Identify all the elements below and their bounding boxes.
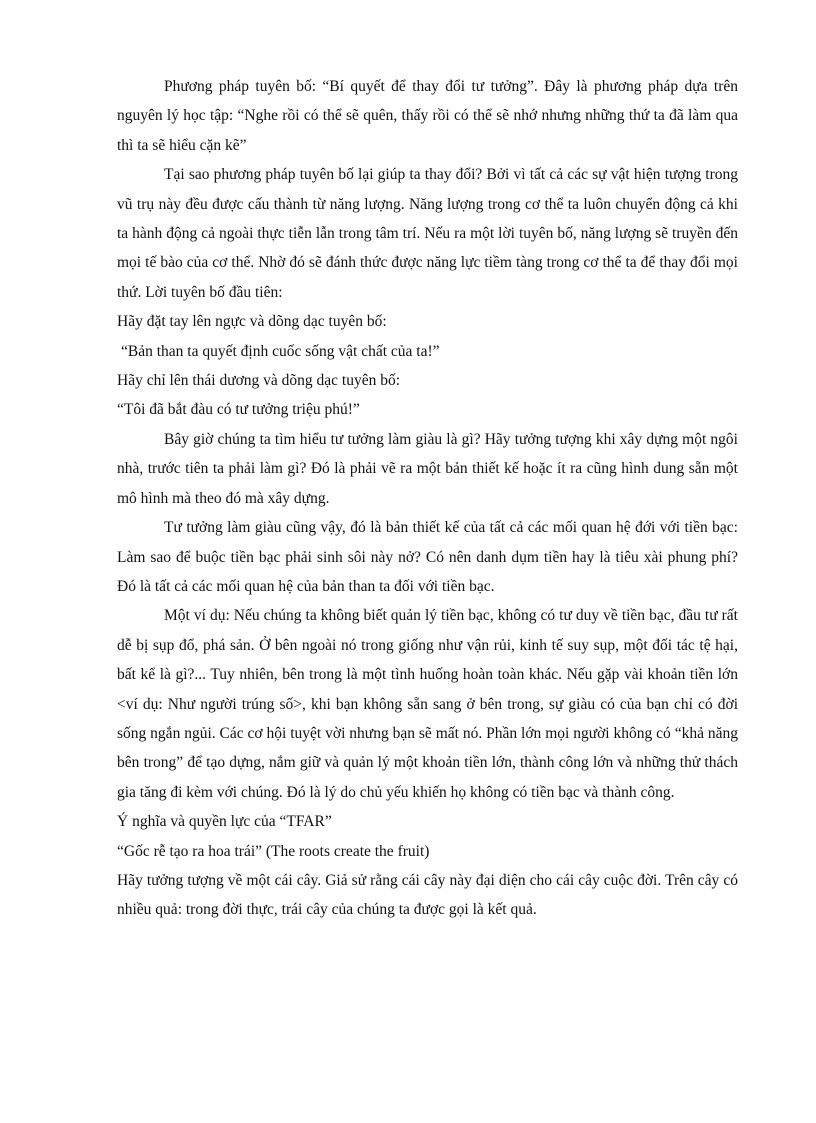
document-page	[117, 72, 738, 925]
heading-roots-create-fruit: “Gốc rễ tạo ra hoa trái” (The roots create the fruit)	[117, 842, 430, 860]
paragraph-example: Một ví dụ: Nếu chúng ta không biết quản lý tiền bạc, không có tư duy về tiền bạc, đầu tư rất dễ bị sụp đổ, phá sản. Ở bên ngoài nó trong giống như vận rủi, kinh tế suy sụp, một đối tác tệ hại, bất kể là gì?... Tuy nhiên, bên trong là một tình huống hoàn toàn khác. Nếu gặp vài khoản tiền lớn <ví dụ: Như người trúng số>, khi bạn không sẵn sang ở bên trong, sự giàu có của bạn chỉ có đời sống ngắn ngủi. Các cơ hội tuyệt vời nhưng bạn sẽ mất nó. Phần lớn mọi người không có “khả năng bên trong” để tạo dựng, nắm giữ và quản lý một khoản tiền lớn, thành công lớn và những thử thách gia tăng đi kèm với chúng. Đó là lý do chủ yếu khiến họ không có tiền bạc và thành công.	[117, 607, 738, 801]
paragraph-why-declaration-works: Tại sao phương pháp tuyên bố lại giúp ta thay đổi? Bởi vì tất cả các sự vật hiện tượng trong vũ trụ này đều được cấu thành từ năng lượng. Năng lượng trong cơ thể ta luôn chuyển động cả khi ta hành động cả ngoài thực tiễn lẫn trong tâm trí. Nếu ra một lời tuyên bố, năng lượng sẽ truyền đến mọi tế bào của cơ thể. Nhờ đó sẽ đánh thức được năng lực tiềm tàng trong cơ thể ta để thay đổi mọi thứ. Lời tuyên bố đầu tiên:	[117, 166, 738, 301]
paragraph-hand-on-chest: Hãy đặt tay lên ngực và dõng dạc tuyên bố:	[117, 313, 387, 331]
paragraph-declaration-quote-1: “Bản than ta quyết định cuốc sống vật chất của ta!”	[121, 342, 440, 360]
paragraph-wealth-mindset: Bây giờ chúng ta tìm hiểu tư tưởng làm giàu là gì? Hãy tưởng tượng khi xây dựng một ngôi nhà, trước tiên ta phải làm gì? Đó là phải vẽ ra một bản thiết kế hoặc ít ra cũng hình dung sẵn một mô hình mà theo đó mà xây dựng.	[117, 430, 738, 507]
paragraph-wealth-blueprint: Tư tưởng làm giàu cũng vậy, đó là bản thiết kế của tất cả các mối quan hệ đới với tiền bạc: Làm sao để buộc tiền bạc phải sinh sôi này nở? Có nên danh dụm tiền hay là tiêu xài phung phí? Đó là tất cả các mối quan hệ của bản than ta đối với tiền bạc.	[117, 519, 738, 595]
heading-tfar-meaning: Ý nghĩa và quyền lực của “TFAR”	[117, 813, 332, 831]
paragraph-imagine-tree: Hãy tưởng tượng về một cái cây. Giả sử rằng cái cây này đại diện cho cái cây cuộc đời. Trên cây có nhiều quả: trong đời thực, trái cây của chúng ta được gọi là kết quả.	[117, 871, 738, 919]
paragraph-declaration-quote-2: “Tôi đã bắt đàu có tư tưởng triệu phú!”	[117, 401, 360, 419]
paragraph-method-declaration: Phương pháp tuyên bố: “Bí quyết để thay đổi tư tưởng”. Đây là phương pháp dựa trên nguyên lý học tập: “Nghe rồi có thể sẽ quên, thấy rồi có thể sẽ nhớ nhưng những thứ ta đã làm qua thì ta sẽ hiểu cặn kẽ”	[117, 78, 738, 154]
paragraph-point-to-temple: Hãy chỉ lên thái dương và dõng dạc tuyên bố:	[117, 372, 401, 390]
